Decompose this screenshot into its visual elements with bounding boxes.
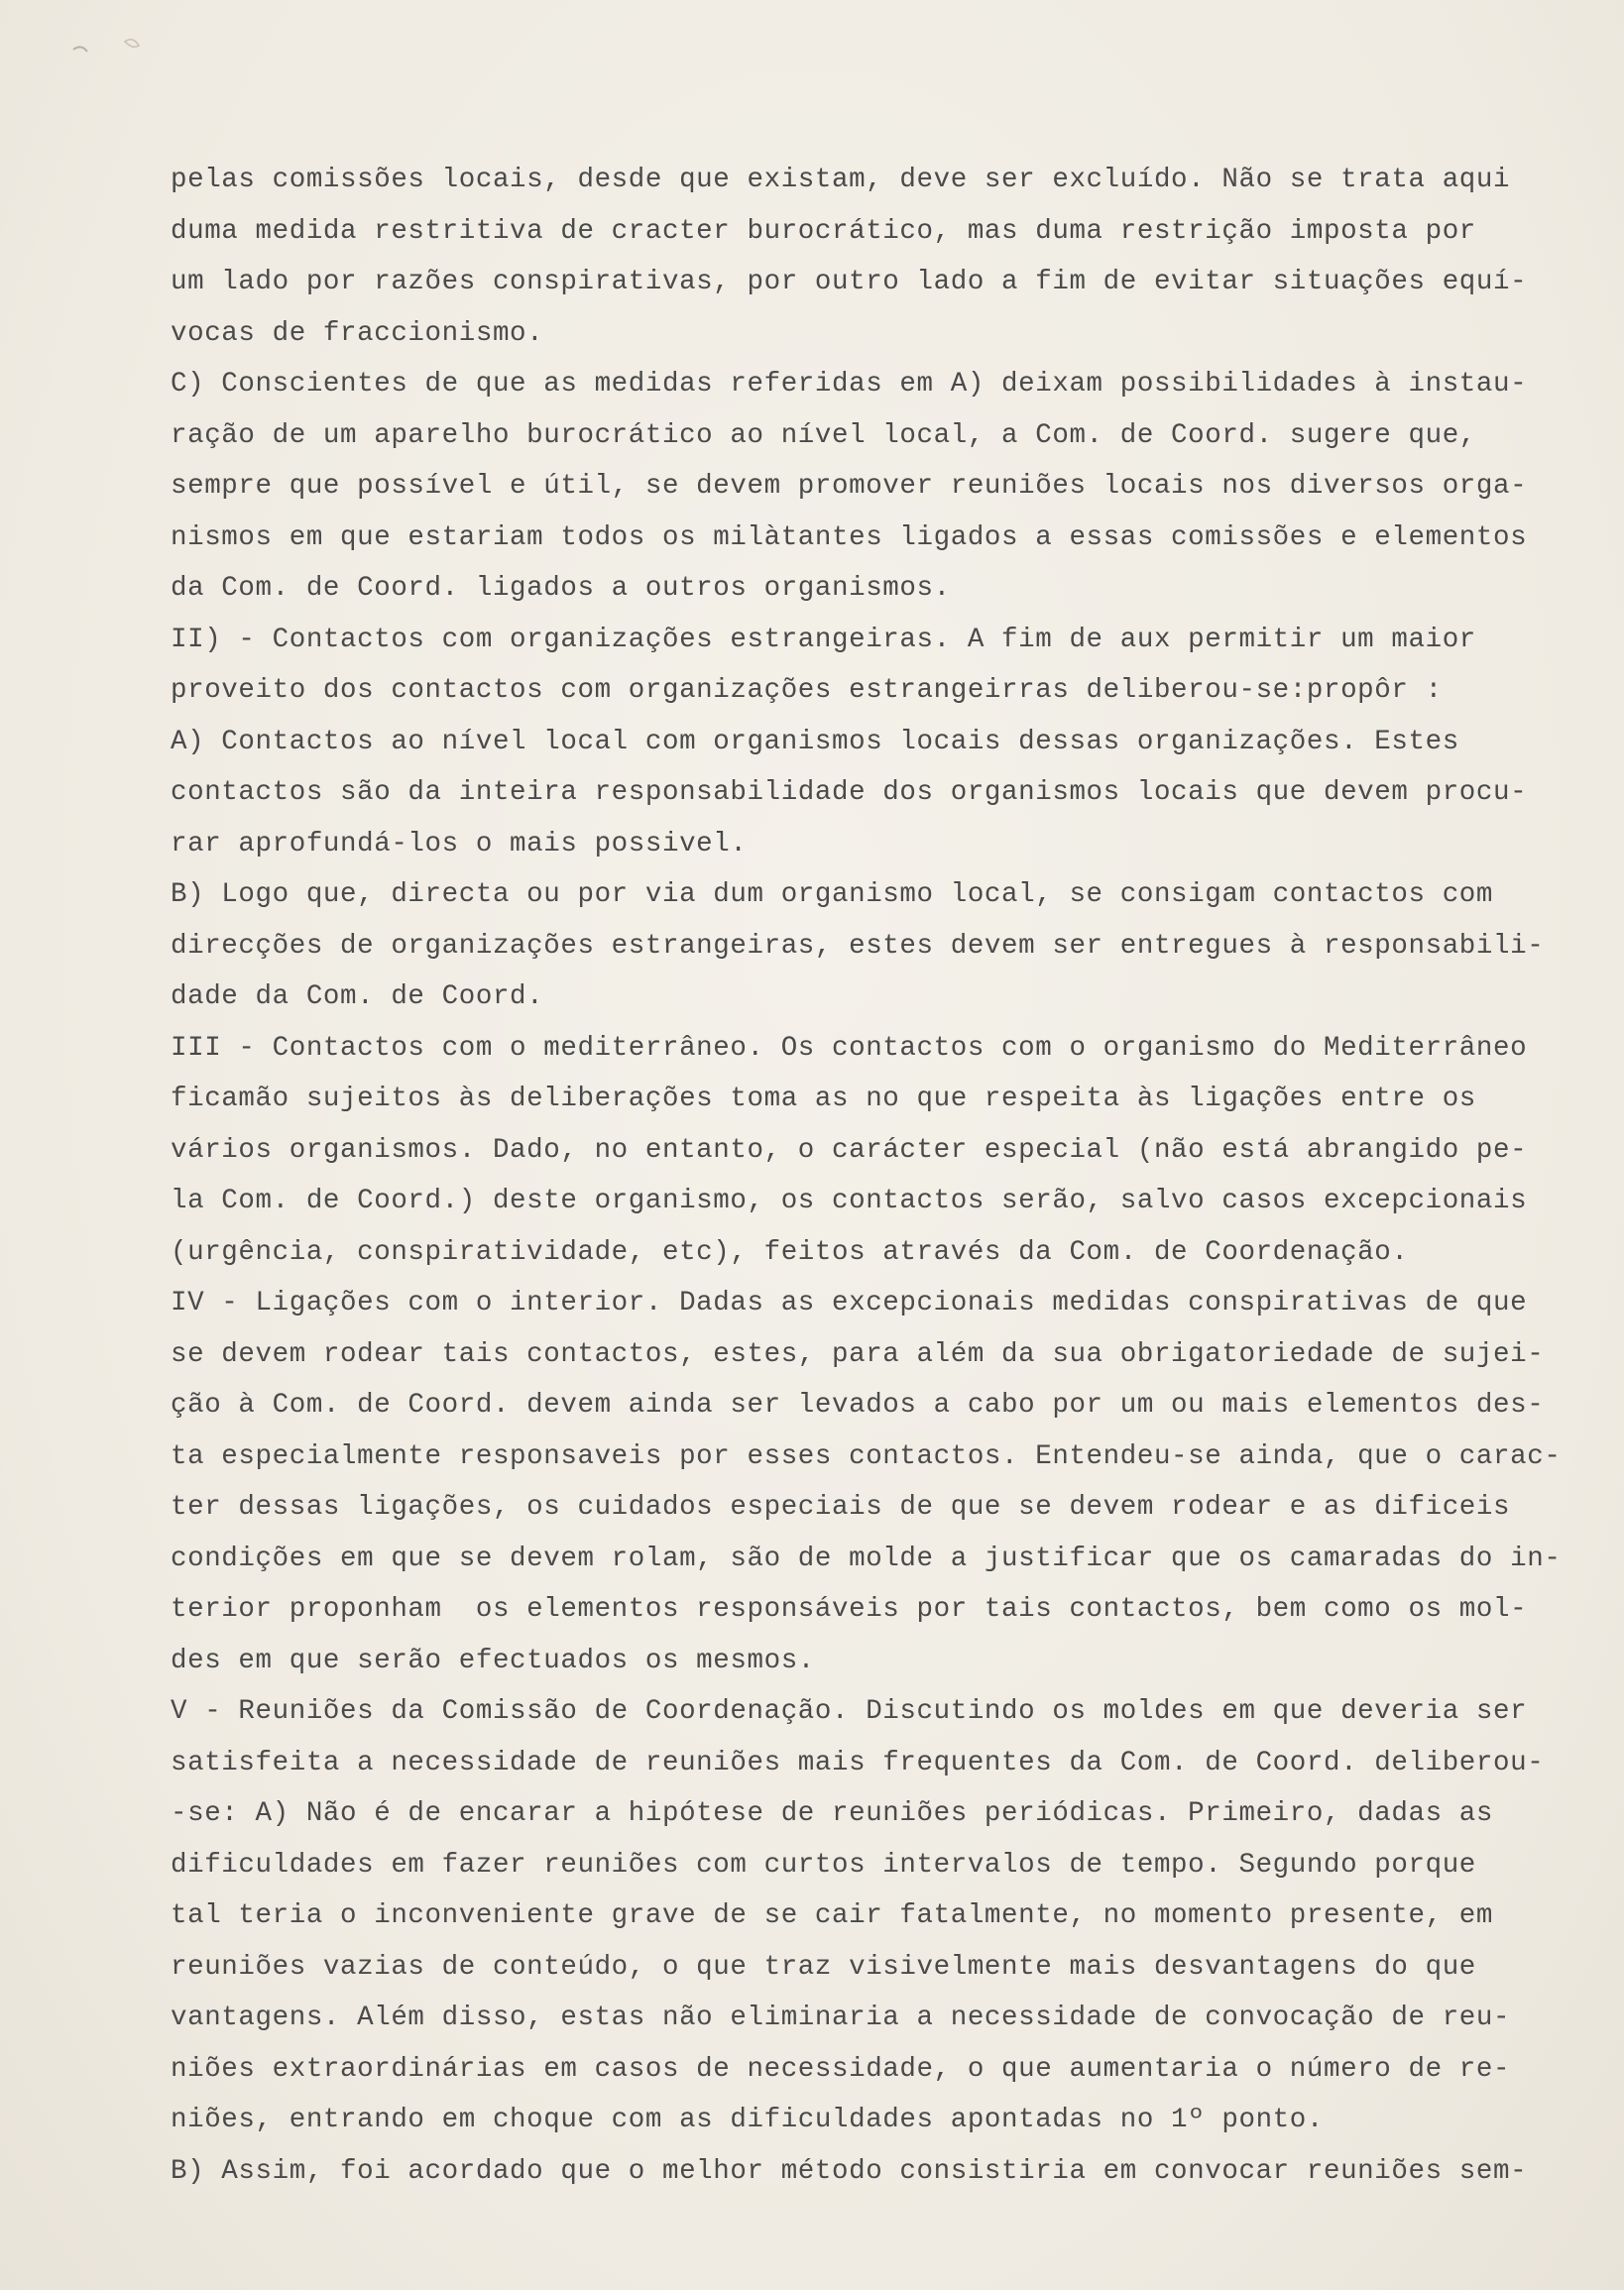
text-line: se devem rodear tais contactos, estes, para além da sua obrigatoriedade de sujei- [171, 1338, 1545, 1370]
text-line: vários organismos. Dado, no entanto, o carácter especial (não está abrangido pe- [171, 1134, 1528, 1166]
text-line: duma medida restritiva de cracter burocrático, mas duma restrição imposta por [171, 215, 1476, 247]
typewritten-body [171, 155, 1578, 2197]
text-line: da Com. de Coord. ligados a outros organismos. [171, 573, 951, 604]
text-line: III - Contactos com o mediterrâneo. Os contactos com o organismo do Mediterrâneo [171, 1032, 1528, 1064]
text-line: um lado por razões conspirativas, por outro lado a fim de evitar situações equí- [171, 267, 1528, 297]
text-line: rar aprofundá-los o mais possivel. [171, 828, 748, 859]
text-line: vantagens. Além disso, estas não eliminaria a necessidade de convocação de reu- [171, 2003, 1511, 2033]
text-line: dade da Com. de Coord. [171, 981, 544, 1012]
text-line: sempre que possível e útil, se devem promover reuniões locais nos diversos orga- [171, 471, 1528, 502]
text-line: ter dessas ligações, os cuidados especiais de que se devem rodear e as dificeis [171, 1492, 1511, 1523]
text-line: -se: A) Não é de encarar a hipótese de reuniões periódicas. Primeiro, dadas as [171, 1798, 1494, 1829]
text-line: (urgência, conspiratividade, etc), feitos através da Com. de Coordenação. [171, 1236, 1409, 1268]
text-line: niões, entrando em choque com as dificuldades apontadas no 1º ponto. [171, 2105, 1324, 2135]
text-line: ção à Com. de Coord. devem ainda ser levados a cabo por um ou mais elementos des- [171, 1390, 1545, 1421]
text-line: B) Logo que, directa ou por via dum organismo local, se consigam contactos com [171, 879, 1494, 910]
text-line: IV - Ligações com o interior. Dadas as excepcionais medidas conspirativas de que [171, 1288, 1528, 1318]
text-line: ficamão sujeitos às deliberações toma as no que respeita às ligações entre os [171, 1084, 1476, 1114]
text-line: des em que serão efectuados os mesmos. [171, 1645, 815, 1676]
text-line: dificuldades em fazer reuniões com curtos intervalos de tempo. Segundo porque [171, 1849, 1476, 1881]
text-line: C) Conscientes de que as medidas referidas em A) deixam possibilidades à instau- [171, 369, 1528, 400]
text-line: reuniões vazias de conteúdo, o que traz visivelmente mais desvantagens do que [171, 1951, 1476, 1983]
text-line: tal teria o inconveniente grave de se cair fatalmente, no momento presente, em [171, 1900, 1494, 1931]
text-line: V - Reuniões da Comissão de Coordenação. Discutindo os moldes em que deveria ser [171, 1696, 1528, 1727]
text-line: pelas comissões locais, desde que existam, deve ser excluído. Não se trata aqui [171, 165, 1511, 195]
text-line: ta especialmente responsaveis por esses contactos. Entendeu-se ainda, que o carac- [171, 1440, 1562, 1472]
text-line: satisfeita a necessidade de reuniões mais frequentes da Com. de Coord. deliberou- [171, 1747, 1545, 1778]
text-line: A) Contactos ao nível local com organismos locais dessas organizações. Estes [171, 726, 1459, 757]
text-line: condições em que se devem rolam, são de molde a justificar que os camaradas do in- [171, 1543, 1562, 1574]
text-line: B) Assim, foi acordado que o melhor método consistiria em convocar reuniões sem- [171, 2155, 1528, 2187]
text-line: ração de um aparelho burocrático ao nível local, a Com. de Coord. sugere que, [171, 419, 1476, 451]
text-line: II) - Contactos com organizações estrangeiras. A fim de aux permitir um maior [171, 624, 1476, 655]
text-line: vocas de fraccionismo. [171, 317, 544, 349]
text-line: proveito dos contactos com organizações estrangeirras deliberou-se:propôr : [171, 675, 1443, 706]
text-line: direcções de organizações estrangeiras, estes devem ser entregues à responsabili- [171, 930, 1545, 962]
text-line: niões extraordinárias em casos de necessidade, o que aumentaria o número de re- [171, 2053, 1511, 2085]
text-line: la Com. de Coord.) deste organismo, os contactos serão, salvo casos excepcionais [171, 1186, 1528, 1216]
text-line: contactos são da inteira responsabilidade dos organismos locais que devem procu- [171, 777, 1528, 808]
text-line: terior proponham os elementos responsáveis por tais contactos, bem como os mol- [171, 1594, 1528, 1625]
text-line: nismos em que estariam todos os milàtantes ligados a essas comissões e elementos [171, 521, 1528, 553]
corner-smudge-mark [69, 30, 149, 69]
